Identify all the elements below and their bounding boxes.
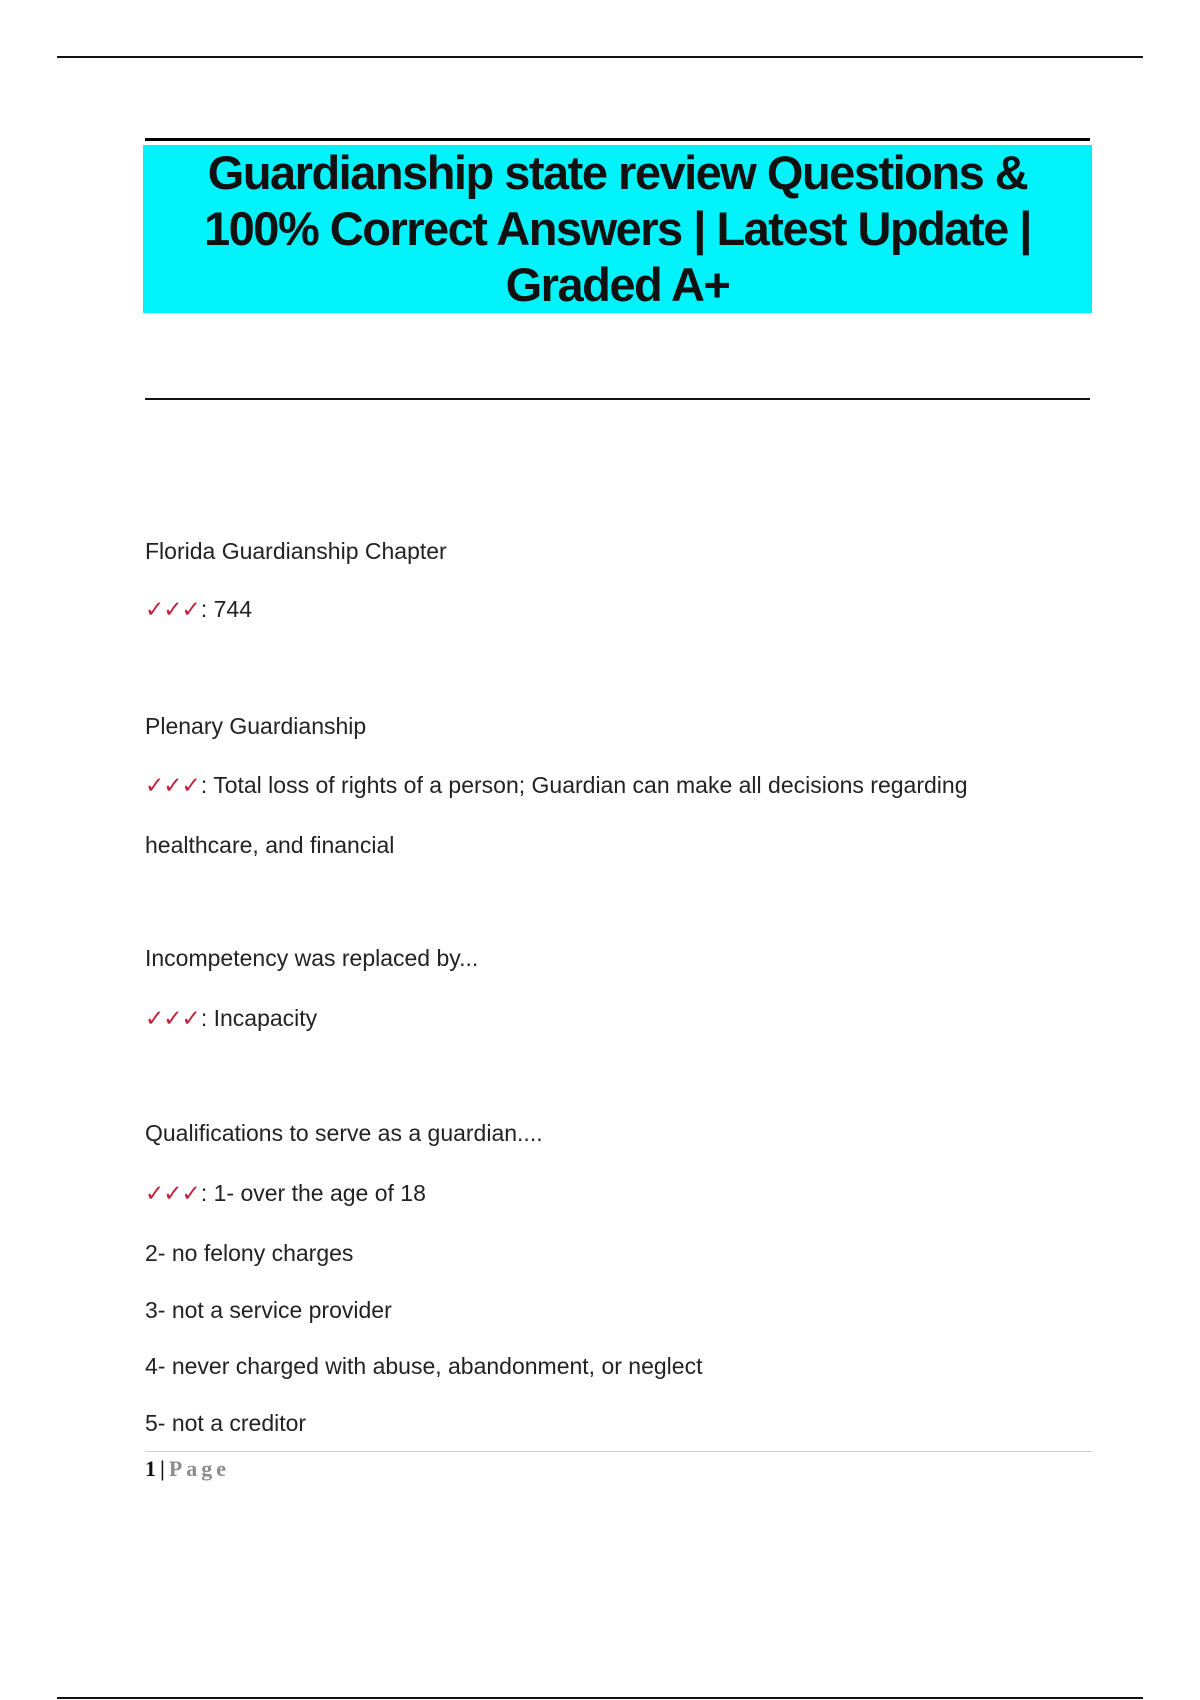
answer-continuation: 4- never charged with abuse, abandonment, or neglect: [145, 1353, 703, 1379]
page-number: 1: [145, 1456, 156, 1481]
title-line-3: Graded A+: [505, 258, 730, 311]
title-bottom-rule: [145, 398, 1090, 400]
page-bottom-rule: [57, 1697, 1143, 1699]
check-marks-icon: ✓✓✓: [145, 1005, 200, 1031]
title-line-1: Guardianship state review Questions &: [207, 146, 1028, 199]
answer-text: : 744: [200, 596, 252, 622]
page-label: Page: [168, 1456, 231, 1481]
answer-text: : Incapacity: [200, 1005, 318, 1031]
question-text: Qualifications to serve as a guardian....: [145, 1120, 543, 1146]
page-top-rule: [57, 56, 1143, 58]
title-line-2: 100% Correct Answers | Latest Update |: [204, 202, 1031, 255]
answer-text: : 1- over the age of 18: [200, 1180, 426, 1206]
answer-line: [145, 594, 252, 624]
answer-continuation: 5- not a creditor: [145, 1410, 307, 1436]
answer-line: [145, 770, 968, 800]
answer-line: [145, 1178, 426, 1208]
check-marks-icon: ✓✓✓: [145, 596, 200, 622]
check-marks-icon: ✓✓✓: [145, 772, 200, 798]
page-footer: [145, 1455, 230, 1483]
question-text: Incompetency was replaced by...: [145, 945, 479, 971]
page-separator: |: [160, 1456, 165, 1481]
question-text: Plenary Guardianship: [145, 713, 367, 739]
question-text: Florida Guardianship Chapter: [145, 538, 447, 564]
answer-line: [145, 1003, 317, 1033]
check-marks-icon: ✓✓✓: [145, 1180, 200, 1206]
title-top-rule: [145, 138, 1090, 141]
answer-continuation: 3- not a service provider: [145, 1297, 392, 1323]
answer-text: : Total loss of rights of a person; Guardian can make all decisions regarding: [200, 772, 968, 798]
document-title-banner: [143, 145, 1092, 313]
answer-continuation: healthcare, and financial: [145, 832, 395, 858]
footer-rule: [145, 1451, 1092, 1452]
answer-continuation: 2- no felony charges: [145, 1240, 354, 1266]
